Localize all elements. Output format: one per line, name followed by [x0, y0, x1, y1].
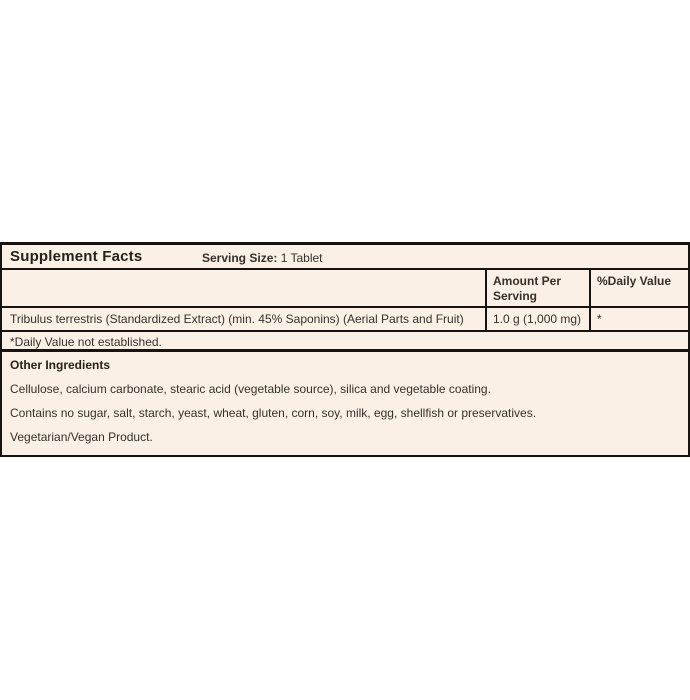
serving-size-label: Serving Size:: [202, 251, 278, 265]
other-ingredients-section: [2, 352, 688, 455]
serving-size: [202, 251, 323, 265]
supplement-facts-title: Supplement Facts: [10, 248, 143, 265]
title-row: [2, 245, 688, 270]
amount-per-serving-header: Amount Per Serving: [485, 270, 589, 306]
other-ingredients-heading: Other Ingredients: [10, 358, 111, 372]
ingredient-column-header: [2, 270, 485, 306]
daily-value-footnote: *Daily Value not established.: [2, 332, 688, 352]
ingredient-row: [2, 308, 688, 332]
ingredient-name: Tribulus terrestris (Standardized Extract) (min. 45% Saponins) (Aerial Parts and Fruit): [10, 312, 464, 326]
column-header-row: [2, 270, 688, 308]
daily-value-header: %Daily Value: [589, 270, 688, 306]
ingredient-daily-value: *: [589, 308, 688, 330]
ingredient-amount: 1.0 g (1,000 mg): [485, 308, 589, 330]
other-ingredients-line: Cellulose, calcium carbonate, stearic acid (vegetable source), silica and vegetable coating.: [10, 382, 491, 396]
other-ingredients-line: Contains no sugar, salt, starch, yeast, wheat, gluten, corn, soy, milk, egg, shellfish or preservatives.: [10, 406, 537, 420]
supplement-facts-panel: [0, 242, 690, 457]
other-ingredients-line: Vegetarian/Vegan Product.: [10, 430, 153, 444]
serving-size-value: 1 Tablet: [280, 251, 323, 265]
